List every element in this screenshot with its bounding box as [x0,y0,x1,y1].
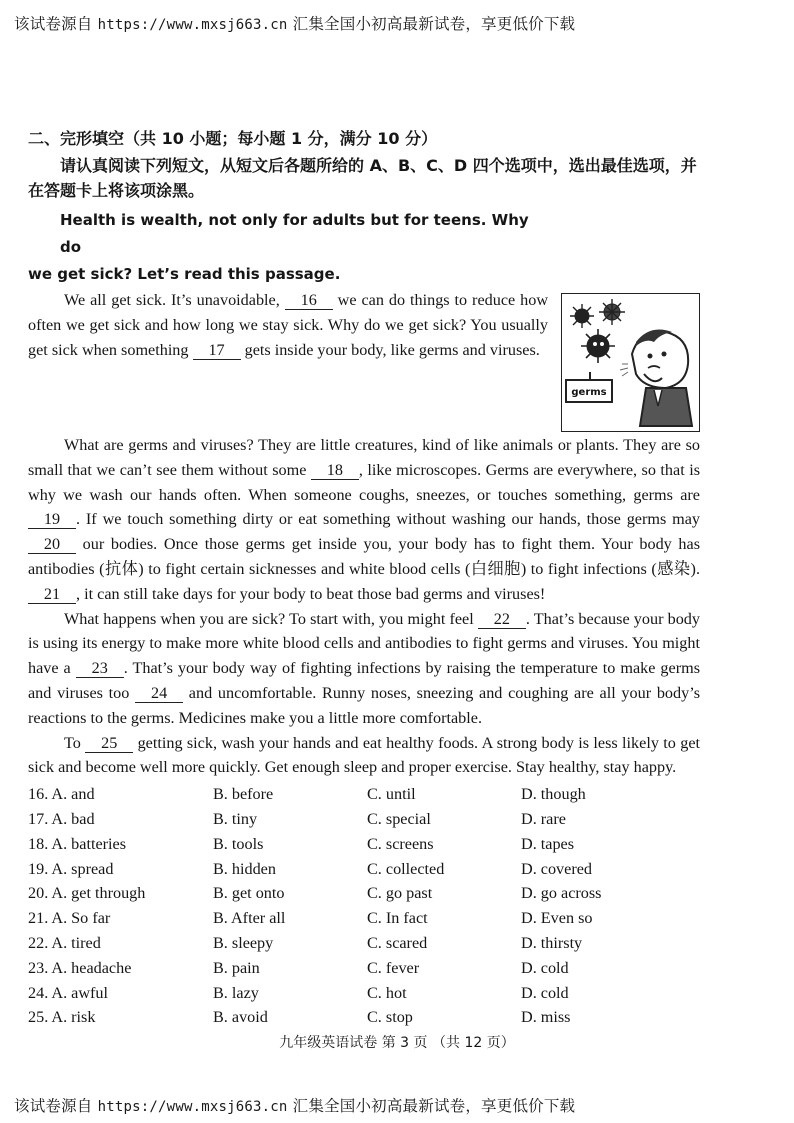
germs-sign-label: germs [571,387,607,398]
option-A: 23. A. headache [28,958,132,977]
question-23-options [28,956,700,981]
blank-23: 23 [76,659,124,678]
option-B: B. tiny [213,809,258,828]
option-D: D. tapes [521,834,575,853]
option-C: C. hot [367,983,407,1002]
source-watermark-top [14,12,575,34]
passage-text: and uncomfortable. Runny noses, sneezing and coughing are all your body’s reactions to the germs. Medicines make you a little more comfortable. [28,683,700,727]
option-C: C. scared [367,933,428,952]
option-C: C. stop [367,1008,413,1027]
question-22-options [28,931,700,956]
passage-text: our bodies. Once those germs get inside you, your body has to fight them. Your body has antibodies (抗体) to fight certain sicknesses and white blood cells (白细胞) to fight infections (感染). [28,535,700,578]
question-24-options [28,981,700,1006]
blank-22: 22 [478,610,526,629]
passage-intro [28,207,548,288]
blank-20: 20 [28,535,76,554]
option-C: C. In fact [367,909,428,928]
paragraph-4 [28,731,700,781]
option-D: D. rare [521,809,566,828]
option-C: C. fever [367,958,420,977]
option-D: D. go across [521,884,602,903]
passage-text: , it can still take days for your body to beat those bad germs and viruses! [76,584,546,603]
option-A: 20. A. get through [28,884,146,903]
option-B: B. After all [213,909,286,928]
watermark-suffix: 汇集全国小初高最新试卷，享更低价下载 [292,15,576,33]
paragraph-1 [28,288,548,362]
passage-text: What are germs and viruses? They are little creatures, kind of like animals or plants. They are so small that we can’t see them without some [28,436,700,479]
blank-24: 24 [135,684,183,703]
intro-line-2: we get sick? Let’s read this passage. [28,265,341,283]
passage-text: gets inside your body, like germs and viruses. [240,340,540,359]
section-title: 二、完形填空（共 10 小题；每小题 1 分，满分 10 分） [28,129,438,148]
question-17-options [28,807,700,832]
option-B: B. pain [213,958,260,977]
passage-text: What happens when you are sick? To start with, you might feel [64,609,478,628]
answer-options [28,782,700,1030]
option-D: D. thirsty [521,933,583,952]
question-21-options [28,906,700,931]
page-footer: 九年级英语试卷 第 3 页 （共 12 页） [279,1035,515,1051]
option-D: D. though [521,785,586,804]
question-19-options [28,857,700,882]
option-D: D. cold [521,958,569,977]
exam-content [28,126,700,1030]
option-A: 21. A. So far [28,909,111,928]
option-A: 18. A. batteries [28,834,127,853]
option-C: C. collected [367,859,445,878]
passage-text: , like microscopes. Germs are everywhere, so that is why we wash our hands often. When someone coughs, sneezes, or touches something, germs are [28,460,700,504]
watermark-url[interactable]: https://www.mxsj663.cn [97,1099,288,1115]
blank-19: 19 [28,510,76,529]
question-18-options [28,832,700,857]
option-A: 22. A. tired [28,933,101,952]
option-B: B. hidden [213,859,276,878]
germs-illustration [561,293,700,432]
option-B: B. get onto [213,884,285,903]
passage-text: we can do things to reduce how often we get sick and how long we stay sick. Why do we get sick? You usually get sick when something [28,291,549,359]
option-B: B. before [213,785,274,804]
option-D: D. cold [521,983,569,1002]
option-C: C. special [367,809,431,828]
blank-16: 16 [285,291,333,310]
paragraph-3 [28,607,700,731]
option-B: B. sleepy [213,933,274,952]
option-A: 16. A. and [28,785,95,804]
option-D: D. miss [521,1008,571,1027]
watermark-prefix: 该试卷源自 [14,1097,93,1115]
sick-boy-germs-image [562,294,699,431]
passage-text: . If we touch something dirty or eat something without washing our hands, those germs may [76,510,700,529]
watermark-prefix: 该试卷源自 [14,15,93,33]
intro-line-1: Health is wealth, not only for adults but for teens. Why do [60,211,529,256]
passage-text: . That’s your body way of fighting infections by raising the temperature to make germs and viruses too [28,659,700,702]
blank-21: 21 [28,585,76,604]
option-C: C. until [367,785,416,804]
passage-text: We all get sick. It’s unavoidable, [64,291,285,309]
blank-17: 17 [193,341,241,360]
option-D: D. covered [521,859,593,878]
option-D: D. Even so [521,909,593,928]
section-instruction: 请认真阅读下列短文，从短文后各题所给的 A、B、C、D 四个选项中，选出最佳选项，并在答题卡上将该项涂黑。 [28,156,697,200]
question-25-options [28,1005,700,1030]
option-A: 17. A. bad [28,809,95,828]
option-B: B. tools [213,834,264,853]
watermark-suffix: 汇集全国小初高最新试卷，享更低价下载 [292,1097,576,1115]
source-watermark-bottom [14,1094,575,1116]
option-C: C. go past [367,884,433,903]
blank-25: 25 [85,734,133,753]
question-16-options [28,782,700,807]
paragraph-2 [28,433,700,607]
option-B: B. avoid [213,1008,268,1027]
passage-top [28,207,700,433]
option-A: 25. A. risk [28,1008,96,1027]
option-C: C. screens [367,834,434,853]
question-20-options [28,881,700,906]
passage-text: To [64,733,86,752]
passage-text: getting sick, wash your hands and eat healthy foods. A strong body is less likely to get sick and become well more quickly. Get enough sleep and proper exercise. Stay healthy, stay happy. [28,733,700,777]
option-A: 19. A. spread [28,859,114,878]
option-A: 24. A. awful [28,983,109,1002]
passage-text: . That’s because your body is using its energy to make more white blood cells and antibodies to fight germs and viruses. You might have a [28,609,700,678]
blank-18: 18 [311,461,359,480]
option-B: B. lazy [213,983,259,1002]
watermark-url[interactable]: https://www.mxsj663.cn [97,17,288,33]
